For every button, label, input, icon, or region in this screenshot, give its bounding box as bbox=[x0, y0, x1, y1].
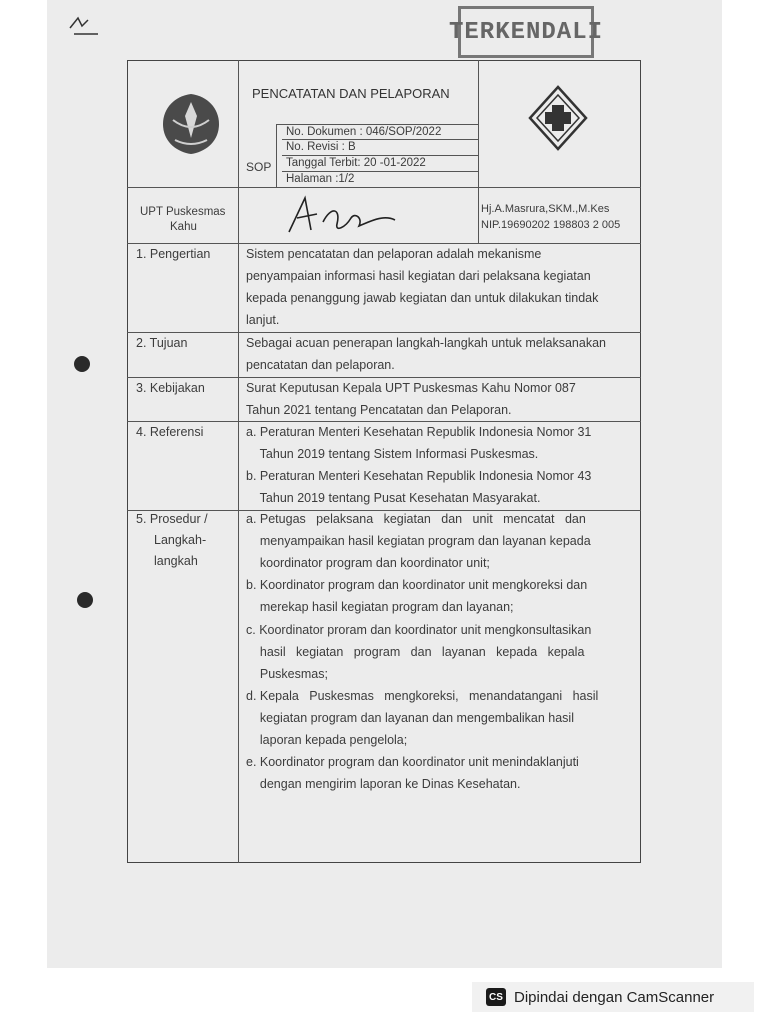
divider bbox=[127, 187, 641, 188]
tanggal-terbit: Tanggal Terbit: 20 -01-2022 bbox=[286, 157, 426, 169]
divider bbox=[478, 60, 479, 243]
signer-name: Hj.A.Masrura,SKM.,M.Kes bbox=[481, 203, 610, 215]
document-title: PENCATATAN DAN PELAPORAN bbox=[252, 86, 450, 101]
text-line: merekap hasil kegiatan program dan layanan; bbox=[246, 600, 514, 614]
text-line: Sebagai acuan penerapan langkah-langkah untuk melaksanakan bbox=[246, 336, 606, 350]
label-tujuan: 2. Tujuan bbox=[136, 336, 188, 350]
camscanner-logo-icon: CS bbox=[486, 988, 506, 1006]
punch-hole-top bbox=[74, 356, 90, 372]
text-line: koordinator program dan koordinator unit; bbox=[246, 556, 490, 570]
divider bbox=[238, 60, 239, 863]
label-kebijakan: 3. Kebijakan bbox=[136, 381, 205, 395]
regency-emblem-icon bbox=[155, 90, 227, 163]
label-prosedur: 5. Prosedur / bbox=[136, 512, 208, 526]
label-referensi: 4. Referensi bbox=[136, 425, 204, 439]
unit-name-line2: Kahu bbox=[170, 221, 197, 233]
text-line: pencatatan dan pelaporan. bbox=[246, 358, 395, 372]
text-line: Surat Keputusan Kepala UPT Puskesmas Kahu Nomor 087 bbox=[246, 381, 576, 395]
text-line: Tahun 2019 tentang Pusat Kesehatan Masyarakat. bbox=[246, 491, 541, 505]
text-line: c. Koordinator proram dan koordinator unit mengkonsultasikan bbox=[246, 623, 592, 637]
text-line: b. Koordinator program dan koordinator unit mengkoreksi dan bbox=[246, 578, 588, 592]
text-line: hasil kegiatan program dan layanan kepada kepala bbox=[246, 645, 585, 659]
text-line: dengan mengirim laporan ke Dinas Kesehatan. bbox=[246, 777, 521, 791]
divider bbox=[276, 124, 277, 187]
text-line: lanjut. bbox=[246, 313, 280, 327]
punch-hole-bottom bbox=[77, 592, 93, 608]
puskesmas-logo-icon bbox=[528, 85, 588, 156]
text-line: b. Peraturan Menteri Kesehatan Republik Indonesia Nomor 43 bbox=[246, 469, 592, 483]
text-line: menyampaikan hasil kegiatan program dan layanan kepada bbox=[246, 534, 591, 548]
terkendali-stamp: TERKENDALI bbox=[458, 6, 594, 58]
text-line: Puskesmas; bbox=[246, 667, 328, 681]
camscanner-watermark bbox=[472, 982, 754, 1012]
text-line: Sistem pencatatan dan pelaporan adalah mekanisme bbox=[246, 247, 542, 261]
text-line: kegiatan program dan layanan dan mengembalikan hasil bbox=[246, 711, 574, 725]
text-line: laporan kepada pengelola; bbox=[246, 733, 408, 747]
text-line: a. Petugas pelaksana kegiatan dan unit mencatat dan bbox=[246, 512, 586, 526]
camscanner-text: Dipindai dengan CamScanner bbox=[514, 988, 715, 1006]
text-line: a. Peraturan Menteri Kesehatan Republik Indonesia Nomor 31 bbox=[246, 425, 592, 439]
text-line: Tahun 2019 tentang Sistem Informasi Puskesmas. bbox=[246, 447, 539, 461]
label-prosedur: langkah bbox=[154, 554, 198, 568]
text-line: kepada penanggung jawab kegiatan dan untuk dilakukan tindak bbox=[246, 291, 599, 305]
handwritten-corner-mark bbox=[68, 14, 112, 41]
text-line: d. Kepala Puskesmas mengkoreksi, menandatangani hasil bbox=[246, 689, 599, 703]
halaman: Halaman :1/2 bbox=[286, 173, 355, 185]
label-prosedur: Langkah- bbox=[154, 533, 207, 547]
unit-name-line1: UPT Puskesmas bbox=[140, 206, 226, 218]
label-pengertian: 1. Pengertian bbox=[136, 247, 211, 261]
no-revisi: No. Revisi : B bbox=[286, 141, 356, 153]
text-line: e. Koordinator program dan koordinator unit menindaklanjuti bbox=[246, 755, 579, 769]
text-line: Tahun 2021 tentang Pencatatan dan Pelaporan. bbox=[246, 403, 512, 417]
no-dokumen: No. Dokumen : 046/SOP/2022 bbox=[286, 126, 442, 138]
text-line: penyampaian informasi hasil kegiatan dari pelaksana kegiatan bbox=[246, 269, 591, 283]
sop-label: SOP bbox=[246, 160, 272, 174]
signer-nip: NIP.19690202 198803 2 005 bbox=[481, 219, 621, 231]
handwritten-signature bbox=[283, 192, 403, 247]
